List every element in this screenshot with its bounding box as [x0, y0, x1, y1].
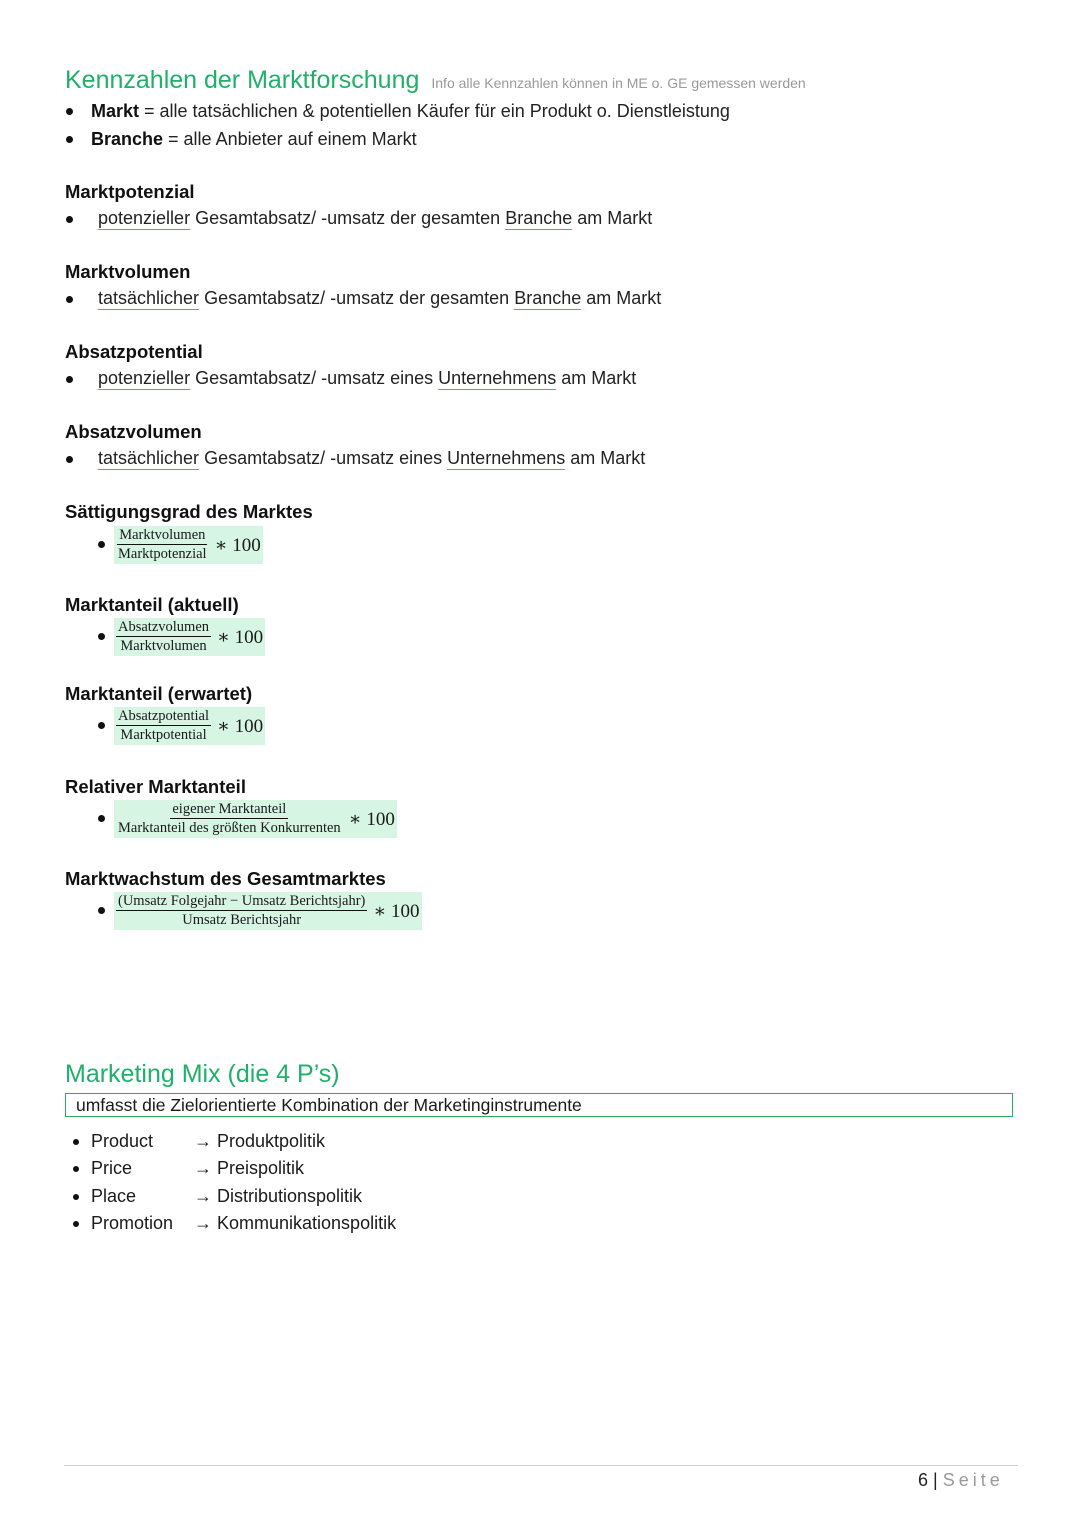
formula-saettigungsgrad: [114, 526, 263, 564]
line-text: am Markt: [572, 208, 653, 228]
bullet: [66, 216, 73, 223]
term-branche: Branche: [91, 129, 164, 149]
formula-factor: ∗ 100: [373, 900, 420, 922]
line-text: am Markt: [565, 448, 646, 468]
formula-denominator: Marktanteil des größten Konkurrenten: [118, 820, 341, 836]
heading-marktvolumen: Marktvolumen: [65, 261, 191, 282]
formula-numerator: Absatzpotential: [118, 708, 210, 724]
definition-markt: [91, 101, 730, 122]
bullet: [66, 376, 73, 383]
heading-marktanteil-aktuell: Marktanteil (aktuell): [65, 594, 239, 615]
bullet: [66, 456, 73, 463]
formula-marktanteil-erwartet: [114, 707, 265, 745]
bullet: [66, 108, 73, 115]
line-text: Gesamtabsatz/ -umsatz eines: [190, 368, 439, 388]
footer-separator: |: [933, 1470, 938, 1490]
bullet: [73, 1194, 79, 1200]
formula-factor: ∗ 100: [217, 715, 264, 737]
bullet: [98, 907, 105, 914]
mix-item-promotion: Promotion: [91, 1213, 174, 1233]
bullet: [73, 1221, 79, 1227]
bullet: [98, 633, 105, 640]
section-line: [98, 288, 661, 309]
formula-denominator: Marktpotential: [120, 727, 207, 743]
definition-text: = alle Anbieter auf einem Markt: [163, 129, 417, 149]
mix-policy-product: → Produktpolitik: [194, 1131, 326, 1151]
heading-marktpotenzial: Marktpotenzial: [65, 181, 195, 202]
bullet: [73, 1139, 79, 1145]
mix-policy-price: → Preispolitik: [194, 1158, 305, 1178]
mix-item-price: Price: [91, 1158, 133, 1178]
bullet: [73, 1166, 79, 1172]
bullet: [98, 541, 105, 548]
line-text: am Markt: [581, 288, 662, 308]
mix-policy-place: → Distributionspolitik: [194, 1186, 363, 1206]
formula-relativer-marktanteil: [114, 800, 397, 838]
formula-numerator: Absatzvolumen: [118, 619, 210, 635]
line-text: Gesamtabsatz/ -umsatz eines: [199, 448, 448, 468]
line-text: am Markt: [556, 368, 637, 388]
definition-branche: [91, 129, 417, 150]
mix-policy-promotion: → Kommunikationspolitik: [194, 1213, 397, 1233]
bullet: [66, 296, 73, 303]
definition-text: = alle tatsächlichen & potentiellen Käufer für ein Produkt o. Dienstleistung: [139, 101, 730, 121]
formula-numerator: eigener Marktanteil: [172, 801, 287, 817]
footer-label: Seite: [942, 1470, 1004, 1490]
formula-denominator: Marktpotenzial: [118, 546, 207, 562]
mix-item-place: Place: [91, 1186, 137, 1206]
bullet: [66, 136, 73, 143]
page-number: 6: [918, 1470, 929, 1490]
section-title-marketing-mix: Marketing Mix (die 4 P’s): [65, 1060, 340, 1088]
formula-numerator: Marktvolumen: [119, 527, 206, 543]
bullet: [98, 815, 105, 822]
heading-marktanteil-erwartet: Marktanteil (erwartet): [65, 683, 253, 704]
formula-denominator: Umsatz Berichtsjahr: [182, 912, 302, 928]
section-line: [98, 208, 652, 229]
footer-divider: [64, 1465, 1018, 1466]
underlined-word: Unternehmens: [447, 448, 566, 468]
heading-absatzpotential: Absatzpotential: [65, 341, 203, 362]
underlined-word: potenzieller: [98, 368, 191, 388]
section-line: [98, 368, 636, 389]
line-text: Gesamtabsatz/ -umsatz der gesamten: [199, 288, 515, 308]
formula-factor: ∗ 100: [217, 626, 264, 648]
line-text: Gesamtabsatz/ -umsatz der gesamten: [190, 208, 506, 228]
formula-numerator: (Umsatz Folgejahr − Umsatz Berichtsjahr): [118, 893, 366, 909]
mix-item-product: Product: [91, 1131, 154, 1151]
underlined-word: Branche: [514, 288, 582, 308]
section-title-kennzahlen: [65, 66, 806, 95]
formula-factor: ∗ 100: [214, 534, 261, 556]
formula-factor: ∗ 100: [348, 808, 395, 830]
heading-marktwachstum: Marktwachstum des Gesamtmarktes: [65, 868, 386, 889]
formula-marktanteil-aktuell: [114, 618, 265, 656]
underlined-word: Branche: [505, 208, 573, 228]
marketing-mix-definition-box: umfasst die Zielorientierte Kombination der Marketinginstrumente: [65, 1093, 1013, 1117]
heading-saettigungsgrad: Sättigungsgrad des Marktes: [65, 501, 313, 522]
heading-absatzvolumen: Absatzvolumen: [65, 421, 202, 442]
underlined-word: Unternehmens: [438, 368, 557, 388]
term-markt: Markt: [91, 101, 140, 121]
underlined-word: potenzieller: [98, 208, 191, 228]
formula-denominator: Marktvolumen: [120, 638, 207, 654]
section-line: [98, 448, 645, 469]
heading-relativer-marktanteil: Relativer Marktanteil: [65, 776, 246, 797]
bullet: [98, 722, 105, 729]
underlined-word: tatsächlicher: [98, 288, 200, 308]
formula-marktwachstum: [114, 892, 422, 930]
underlined-word: tatsächlicher: [98, 448, 200, 468]
info-note: Info alle Kennzahlen können in ME o. GE gemessen werden: [431, 75, 806, 91]
page-footer: [918, 1470, 1004, 1491]
title-text: Kennzahlen der Marktforschung: [65, 66, 420, 94]
